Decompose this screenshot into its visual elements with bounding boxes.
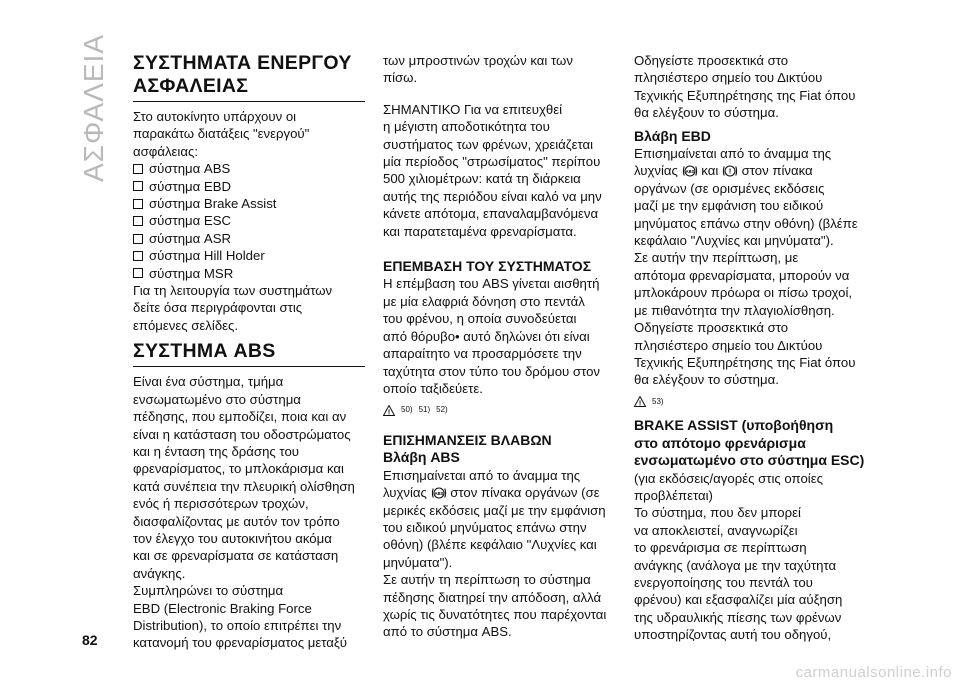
heading-line-2: ΑΣΦΑΛΕΙΑΣ (133, 75, 365, 102)
list-item (133, 195, 365, 212)
abs-paragraph (133, 373, 365, 652)
faults-heading: ΕΠΙΣΗΜΑΝΣΕΙΣ ΒΛΑΒΩΝ (383, 431, 552, 448)
text-line: χωρίς τις δυνατότητες που παρέχονται (383, 606, 607, 622)
text-line: η μέγιστη αποδοτικότητα του (383, 119, 550, 135)
text-line: Σε αυτήν την περίπτωση, με (634, 250, 799, 266)
list-item (133, 247, 365, 264)
brake-assist-heading (634, 417, 878, 469)
text-line: διασφαλίζοντας με αυτόν τον τρόπο (133, 513, 340, 529)
important-note (383, 101, 615, 240)
text-line: Συμπληρώνει το σύστημα (133, 583, 284, 599)
list-item-text: σύστημα MSR (149, 265, 234, 281)
list-item-text: σύστημα ESC (149, 213, 232, 229)
text-line: της υδραυλικής πίεσης των φρένων (634, 609, 842, 625)
systems-list (133, 160, 365, 282)
text-line: πλησιέστερο σημείο του Δικτύου (634, 70, 823, 86)
text-line: του ειδικού μηνύματος επάνω στην (383, 519, 587, 535)
text-line: ενεργοποίησης του πεντάλ του (634, 574, 813, 590)
text-line: είναι η κατάσταση του οδοστρώματος (133, 426, 351, 442)
text-line: (για εκδόσεις/αγορές στις οποίες (634, 470, 823, 486)
abs-warning-light-icon (431, 486, 447, 500)
column-3 (634, 52, 878, 644)
text-line: μία περίοδος "στρωσίματος" περίπου (383, 154, 601, 170)
list-item (133, 160, 365, 177)
brake-warning-light-icon (722, 164, 738, 178)
text-line: κεφάλαιο "Λυχνίες και μηνύματα"). (634, 233, 834, 249)
bullet-box-icon (133, 251, 143, 261)
list-item (133, 178, 365, 195)
abs-fault-heading: Βλάβη ABS (383, 449, 460, 466)
text-line: οργάνων (σε ορισμένες εκδόσεις (634, 180, 825, 196)
warning-ref[interactable]: 51) (418, 405, 431, 415)
text-fragment: στον πίνακα (741, 163, 813, 179)
bullet-box-icon (133, 199, 143, 209)
text-line: Η επέμβαση του ABS γίνεται αισθητή (383, 276, 600, 292)
text-line: κάνετε απότομα, επαναλαμβανόμενα (383, 206, 599, 222)
text-line: και σε φρεναρίσματα σε κατάσταση (133, 548, 339, 564)
text-line: επόμενες σελίδες. (133, 317, 239, 333)
text-line: Τεχνικής Εξυπηρέτησης της Fiat όπου (634, 354, 856, 370)
text-line: Επισημαίνεται από το άναμμα της (383, 467, 581, 483)
bullet-box-icon (133, 268, 143, 278)
text-line: συστήματος των φρένων, χρειάζεται (383, 136, 594, 152)
text-line: Οδηγείστε προσεκτικά στο (634, 320, 789, 336)
text-line: Για τη λειτουργία των συστημάτων (133, 283, 333, 299)
svg-text:ABS: ABS (685, 169, 695, 175)
text-line: υποστηρίζοντας αυτή του οδηγού, (634, 627, 832, 643)
text-line: φρένου) και εξασφαλίζει μία αύξηση (634, 592, 843, 608)
list-item-text: σύστημα ABS (149, 161, 231, 177)
abs-heading: ΣΥΣΤΗΜΑ ABS (133, 340, 365, 367)
text-line: πέδησης, που εμποδίζει, ποια και αν (133, 409, 347, 425)
list-item-text: σύστημα Hill Holder (149, 248, 265, 264)
text-line: κατανομή του φρεναρίσματος μεταξύ (133, 635, 348, 651)
text-fragment: λυχνίας (634, 163, 678, 179)
column-1 (133, 52, 365, 652)
text-line: μαζί με την εμφάνιση του ειδικού (634, 198, 824, 214)
text-fragment: λυχνίας (383, 485, 427, 501)
text-line: και παρατεταμένα φρεναρίσματα. (383, 223, 577, 239)
list-item-text: σύστημα ASR (149, 230, 232, 246)
bullet-box-icon (133, 181, 143, 191)
intervention-heading: ΕΠΕΜΒΑΣΗ ΤΟΥ ΣΥΣΤΗΜΑΤΟΣ (383, 258, 592, 275)
svg-text:ABS: ABS (434, 490, 444, 496)
text-line: μηνύματος επάνω στην οθόνη) (βλέπε (634, 215, 858, 231)
text-line: EBD (Electronic Braking Force (133, 600, 312, 616)
text-line: Τεχνικής Εξυπηρέτησης της Fiat όπου (634, 87, 856, 103)
list-item (133, 265, 365, 282)
text-line: πίσω. (383, 70, 418, 86)
ebd-fault-heading: Βλάβη EBD (634, 127, 711, 144)
text-line: κατά συνέπεια την πλευρική ολίσθηση (133, 478, 355, 494)
text-line: το φρενάρισμα σε περίπτωση (634, 540, 807, 556)
text-line: πλησιέστερο σημείο του Δικτύου (634, 337, 823, 353)
text-line: μπλοκάρουν πρόωρα οι πίσω τροχοί, (634, 285, 853, 301)
heading-line: ενσωματωμένο στο σύστημα ESC) (634, 452, 865, 469)
text-line: ΣΗΜΑΝΤΙΚΟ Για να επιτευχθεί (383, 101, 563, 117)
text-line: φρεναρίσματος, το μπλοκάρισμα και (133, 461, 344, 477)
text-line: των μπροστινών τροχών και των (383, 53, 573, 68)
text-line: Επισημαίνεται από το άναμμα της (634, 146, 832, 162)
text-line-with-icons (634, 162, 878, 179)
heading-line: BRAKE ASSIST (υποβοήθηση (634, 417, 834, 434)
text-fragment: στον πίνακα οργάνων (σε (450, 485, 600, 501)
text-line: από το σύστημα ABS. (383, 624, 512, 640)
text-line: 500 χιλιομέτρων: κατά τη διάρκεια (383, 171, 581, 187)
text-line: να αποκλειστεί, αναγνωρίζει (634, 522, 798, 538)
text-line: Οδηγείστε προσεκτικά στο (634, 53, 789, 68)
text-line: ενός ή περισσότερων τροχών, (133, 496, 309, 512)
svg-text:!: ! (638, 400, 642, 407)
text-line: Είναι ένα σύστημα, τμήμα (133, 374, 284, 390)
text-line: τον έλεγχο του αυτοκινήτου ακόμα (133, 530, 332, 546)
intervention-paragraph (383, 275, 615, 397)
text-line: και η ένταση της δράσης του (133, 443, 299, 459)
outro-paragraph (133, 282, 365, 334)
text-line: πέδησης διατηρεί την απόδοση, αλλά (383, 589, 602, 605)
bullet-box-icon (133, 234, 143, 244)
warning-ref[interactable]: 53) (652, 396, 664, 406)
svg-text:!: ! (387, 408, 391, 416)
text-fragment: και (701, 163, 719, 179)
warning-ref[interactable]: 50) (401, 405, 413, 415)
intro-paragraph (133, 108, 365, 160)
column-2 (383, 52, 615, 641)
text-line: Στο αυτοκίνητο υπάρχουν οι (133, 109, 297, 124)
text-line: θα ελέγξουν το σύστημα. (634, 105, 779, 121)
heading-line: στο απότομο φρενάρισμα (634, 434, 806, 451)
text-line: από θόρυβο• αυτό δηλώνει ότι είναι (383, 328, 590, 344)
watermark: carmanualsonline.info (795, 664, 952, 681)
page-number: 82 (82, 632, 98, 648)
text-line: οθόνη) (βλέπε κεφάλαιο "Λυχνίες και (383, 537, 597, 553)
bullet-box-icon (133, 216, 143, 226)
text-line: μηνύματα"). (383, 554, 453, 570)
text-line: ανάγκης. (133, 565, 186, 581)
svg-text:!: ! (728, 168, 732, 176)
text-line: παρακάτω διατάξεις "ενεργού" (133, 126, 310, 142)
warning-triangle-icon (634, 396, 646, 407)
text-line: προβλέπεται) (634, 487, 713, 503)
warning-references (634, 393, 670, 410)
text-line: απότομα φρεναρίσματα, μπορούν να (634, 267, 850, 283)
list-item (133, 230, 365, 247)
text-line: ταχύτητα στον τύπο του δρόμου στον (383, 363, 601, 379)
list-item (133, 212, 365, 229)
warning-references (383, 401, 454, 418)
section-heading (133, 52, 365, 102)
heading-line-1: ΣΥΣΤΗΜΑΤΑ ΕΝΕΡΓΟΥ (133, 52, 352, 74)
text-line: οποίο ταξιδεύετε. (383, 380, 483, 396)
text-line: μερικές εκδόσεις μαζί με την εμφάνιση (383, 502, 606, 518)
text-line: με πιθανότητα την πλαγιολίσθηση. (634, 302, 835, 318)
text-line: ανάγκης (ανάλογα με την ταχύτητα (634, 557, 837, 573)
text-line: του φρένου, η οποία συνοδεύεται (383, 311, 577, 327)
text-line: θα ελέγξουν το σύστημα. (634, 372, 779, 388)
bullet-box-icon (133, 164, 143, 174)
text-line: ασφάλειας: (133, 143, 198, 159)
list-item-text: σύστημα Brake Assist (149, 196, 277, 212)
side-tab-label: ΑΣΦΑΛΕΙΑ (78, 33, 109, 183)
abs-warning-light-icon (682, 164, 698, 178)
list-item-text: σύστημα EBD (149, 178, 232, 194)
text-line-with-icon (383, 484, 615, 501)
text-line: απαραίτητο να προσαρμόσετε την (383, 346, 582, 362)
text-line: Σε αυτήν τη περίπτωση το σύστημα (383, 572, 591, 588)
text-line: Το σύστημα, που δεν μπορεί (634, 505, 801, 521)
warning-ref[interactable]: 52) (436, 405, 448, 415)
text-line: ενσωματωμένο στο σύστημα (133, 391, 301, 407)
section-side-tab (78, 33, 110, 183)
text-line: Distribution), το οποίο επιτρέπει την (133, 617, 342, 633)
text-line: αυτής της περιόδου είναι καλό να μην (383, 188, 602, 204)
warning-triangle-icon (383, 405, 395, 416)
text-line: δείτε όσα περιγράφονται στις (133, 300, 303, 316)
text-line: με μία ελαφριά δόνηση στο πεντάλ (383, 293, 585, 309)
